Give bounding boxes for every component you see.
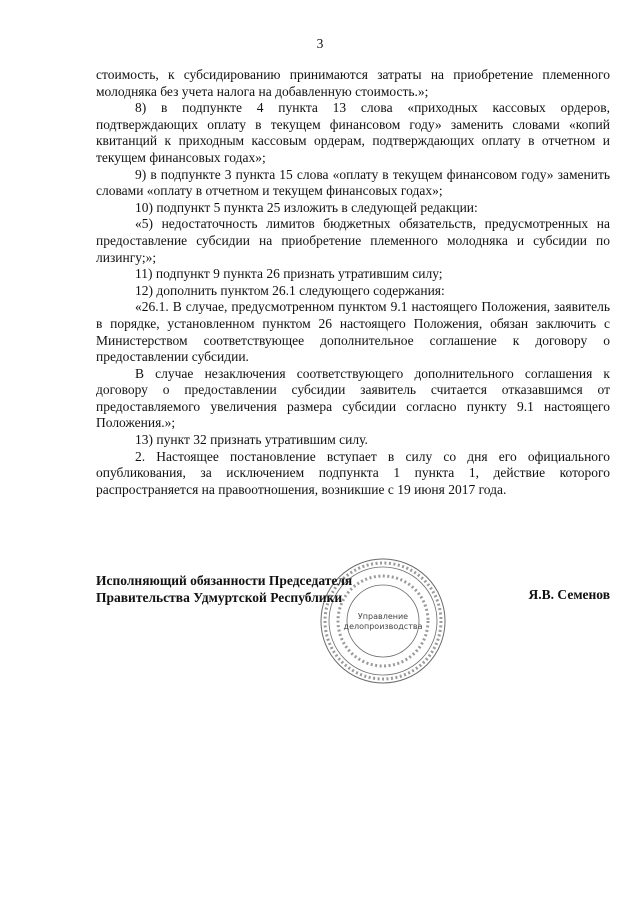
signatory-position: Исполняющий обязанности Председателя bbox=[96, 573, 353, 588]
paragraph: стоимость, к субсидированию принимаются затраты на приобретение племенного молодняка без учета налога на добавленную стоимость.»; bbox=[96, 67, 610, 99]
document-body bbox=[96, 67, 610, 498]
paragraph: В случае незаключения соответствующего дополнительного соглашения к договору о предоставлении субсидии заявитель считается отказавшимся от предоставляемого увеличения размера субсидии согласно пункту 9.1 настоящего Положения.»; bbox=[96, 365, 610, 431]
stamp-text: Управление bbox=[357, 612, 409, 621]
page-number: 3 bbox=[316, 36, 324, 51]
stamp-text: делопроизводства bbox=[343, 622, 423, 631]
paragraph: 9) в подпункте 3 пункта 15 слова «оплату в текущем финансовом году» заменить словами «оплату в отчетном и текущем финансовых годах»; bbox=[96, 166, 610, 199]
paragraph: 13) пункт 32 признать утратившим силу. bbox=[135, 432, 368, 448]
signatory-name: Я.В. Семенов bbox=[528, 587, 610, 602]
paragraph: 2. Настоящее постановление вступает в силу со дня его официального опубликования, за исключением подпункта 1 пункта 1, действие которого распространяется на правоотношения, возникшие с 19 июня 2017 года. bbox=[96, 448, 610, 497]
paragraph: 8) в подпункте 4 пункта 13 слова «приходных кассовых ордеров, подтверждающих оплату в текущем финансовом году» заменить словами «копий квитанций к приходным кассовым ордерам, подтверждающих оплату в отчетном и текущем финансовых годах»; bbox=[96, 100, 610, 165]
paragraph: «5) недостаточность лимитов бюджетных обязательств, предусмотренных на предоставление субсидии на приобретение племенного молодняка и субсидии по лизингу;»; bbox=[96, 216, 610, 265]
paragraph: 11) подпункт 9 пункта 26 признать утратившим силу; bbox=[135, 266, 443, 282]
signatory-position: Правительства Удмуртской Республики bbox=[96, 590, 343, 605]
paragraph: «26.1. В случае, предусмотренном пунктом 9.1 настоящего Положения, заявитель в порядке, установленном пунктом 26 настоящего Положения, обязан заключить с Министерством соответствующее дополнительное соглашение к договору о предоставлении субсидии. bbox=[96, 299, 610, 365]
paragraph: 12) дополнить пунктом 26.1 следующего содержания: bbox=[135, 282, 445, 298]
paragraph: 10) подпункт 5 пункта 25 изложить в следующей редакции: bbox=[135, 199, 478, 215]
